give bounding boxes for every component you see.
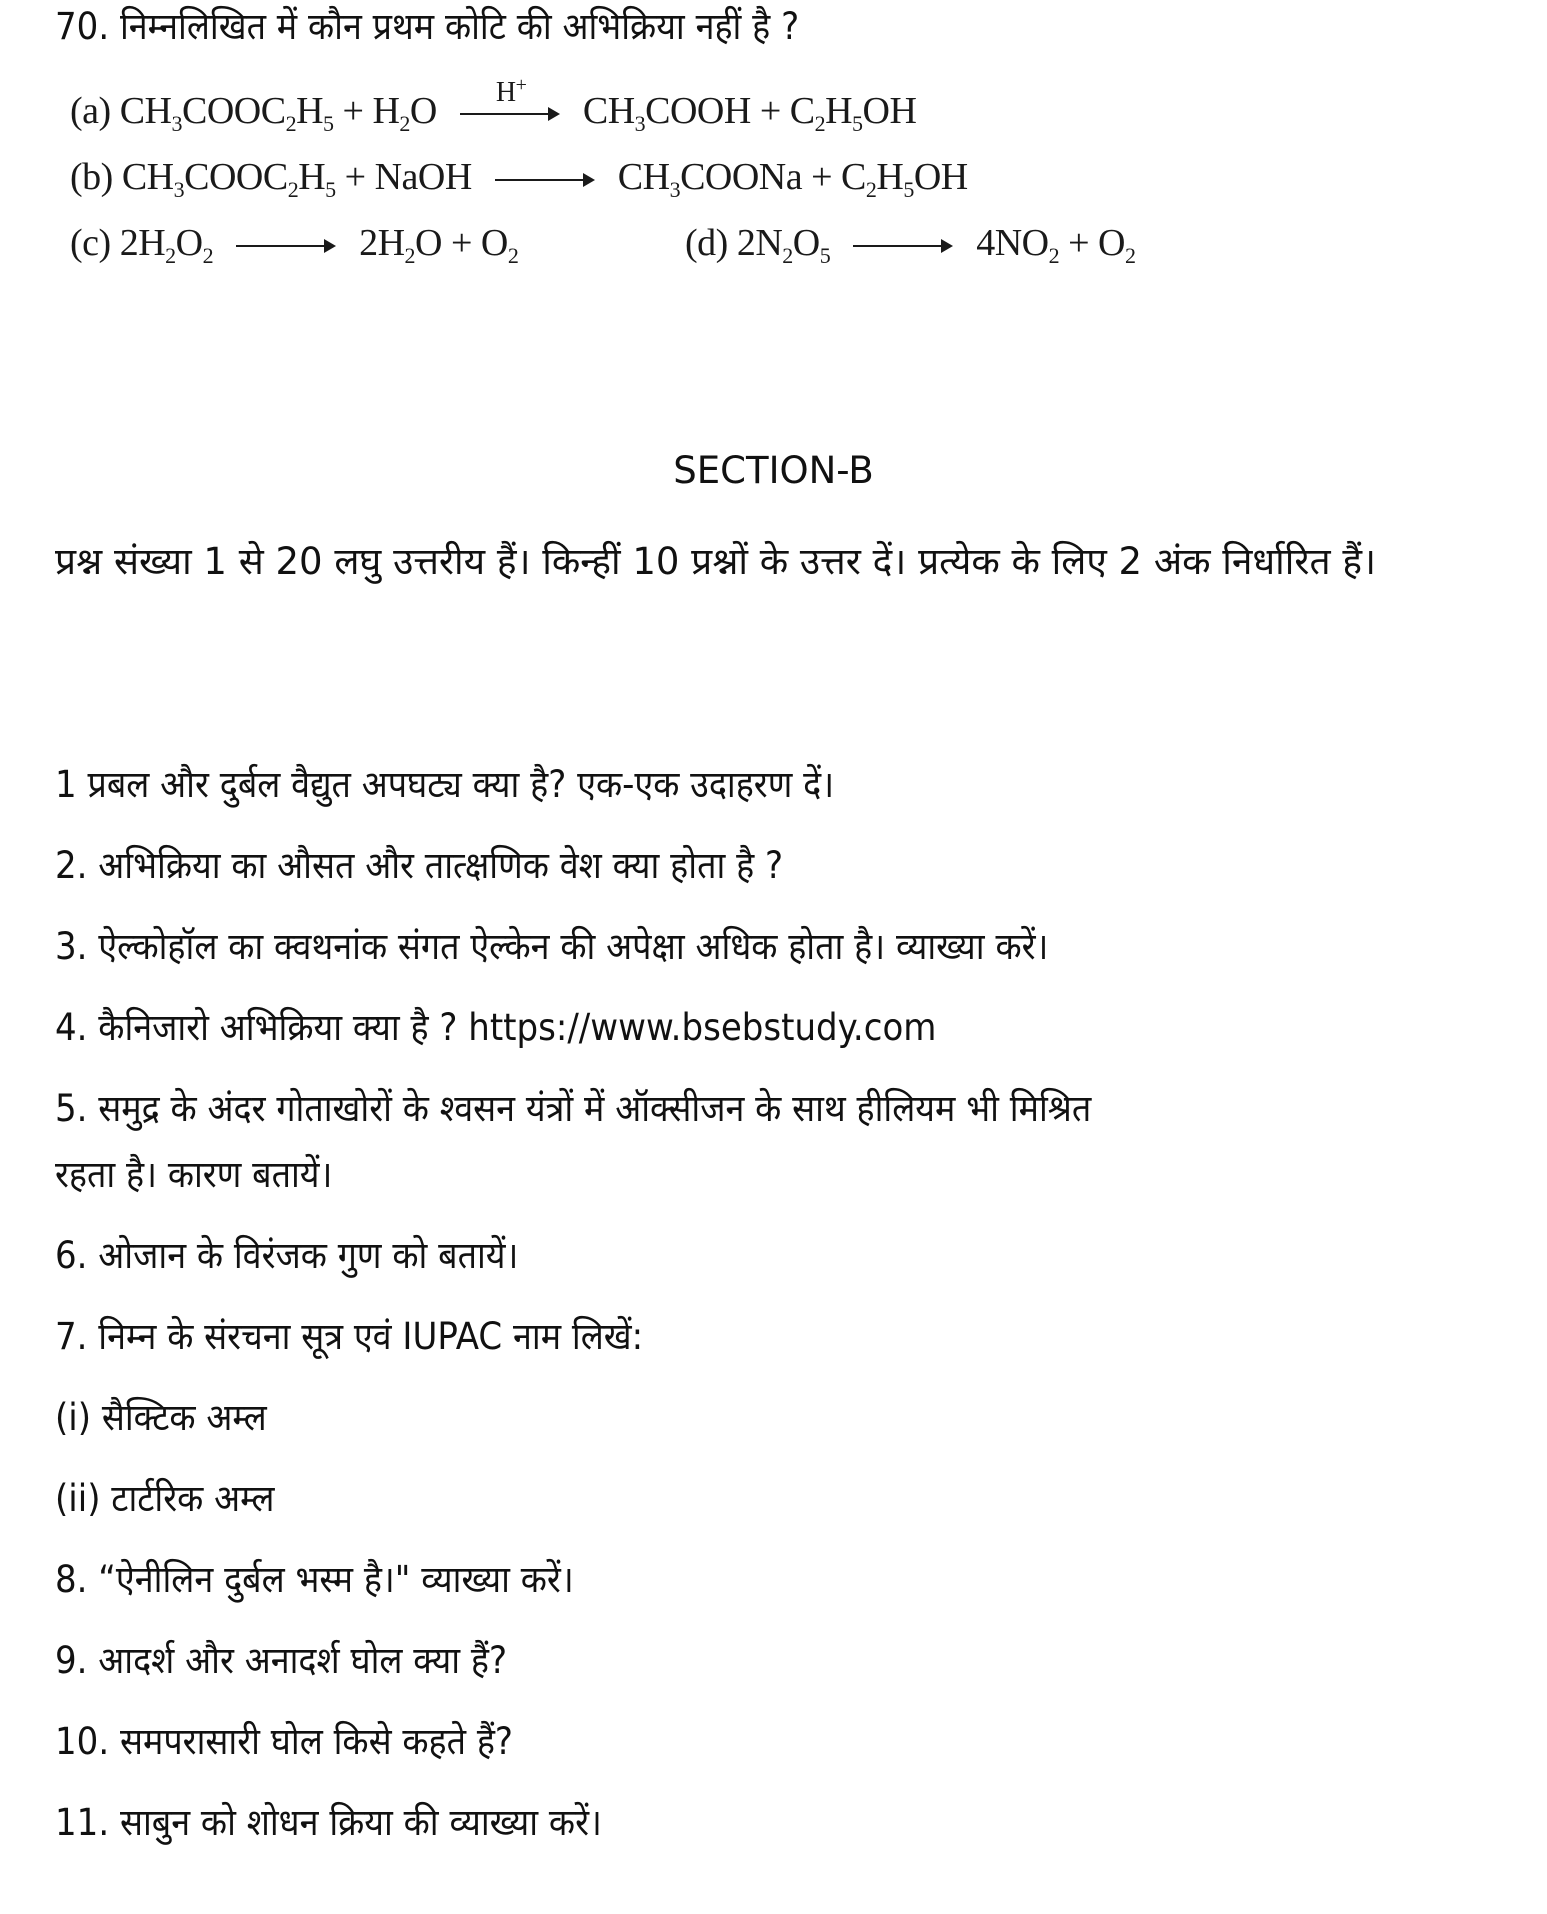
question-2: 2. अभिक्रिया का औसत और तात्क्षणिक वेश क्या होता है ?	[55, 844, 784, 887]
question-5-continued: रहता है। कारण बतायें।	[55, 1153, 333, 1196]
reaction-arrow-icon	[236, 236, 336, 256]
question-4: 4. कैनिजारो अभिक्रिया क्या है ? https://www.bsebstudy.com	[55, 1006, 937, 1049]
option-b-label: (b)	[70, 156, 113, 198]
question-9: 9. आदर्श और अनादर्श घोल क्या हैं?	[55, 1639, 508, 1682]
question-3: 3. ऐल्कोहॉल का क्वथनांक संगत ऐल्केन की अपेक्षा अधिक होता है। व्याख्या करें।	[55, 925, 1049, 968]
question-5: 5. समुद्र के अंदर गोताखोरों के श्वसन यंत्रों में ऑक्सीजन के साथ हीलियम भी मिश्रित	[55, 1087, 1092, 1130]
section-instructions: प्रश्न संख्या 1 से 20 लघु उत्तरीय हैं। किन्हीं 10 प्रश्नों के उत्तर दें। प्रत्येक के लिए 2 अंक निर्धारित हैं।	[55, 540, 1377, 583]
question-6: 6. ओजान के विरंजक गुण को बतायें।	[55, 1234, 519, 1277]
question-1: 1 प्रबल और दुर्बल वैद्युत अपघट्य क्या है? एक-एक उदाहरण दें।	[55, 763, 835, 806]
option-a: (a) $CH_3COOC_2H_5 + H_2O$ H+ $CH_3COOH + C_2H_5OH$	[70, 88, 916, 134]
reaction-arrow-icon	[495, 170, 595, 190]
catalyst-label: H+	[495, 74, 527, 109]
question-7-part-ii: (ii) टार्टरिक अम्ल	[55, 1477, 275, 1520]
reaction-arrow-icon	[460, 74, 560, 124]
question-11: 11. साबुन को शोधन क्रिया की व्याख्या करें।	[55, 1801, 602, 1844]
option-d: (d) $2N_2O_5$ $4NO_2 + O_2$	[685, 222, 1136, 268]
option-d-label: (d)	[685, 222, 728, 264]
question-8: 8. “ऐनीलिन दुर्बल भस्म है।" व्याख्या करें।	[55, 1558, 574, 1601]
reaction-arrow-icon	[853, 236, 953, 256]
question-70-prompt: 70. निम्नलिखित में कौन प्रथम कोटि की अभिक्रिया नहीं है ?	[55, 5, 800, 48]
option-b: (b) $CH_3COOC_2H_5$ + NaOH $CH_3COONa + C_2H_5OH$	[70, 156, 968, 202]
question-7: 7. निम्न के संरचना सूत्र एवं IUPAC नाम लिखें:	[55, 1315, 644, 1358]
question-7-part-i: (i) सैक्टिक अम्ल	[55, 1396, 267, 1439]
question-10: 10. समपरासारी घोल किसे कहते हैं?	[55, 1720, 514, 1763]
section-title: SECTION-B	[673, 449, 874, 492]
option-a-label: (a)	[70, 90, 111, 132]
option-c-label: (c)	[70, 222, 111, 264]
option-c: (c) $2H_2O_2$ $2H_2O + O_2$	[70, 222, 519, 268]
